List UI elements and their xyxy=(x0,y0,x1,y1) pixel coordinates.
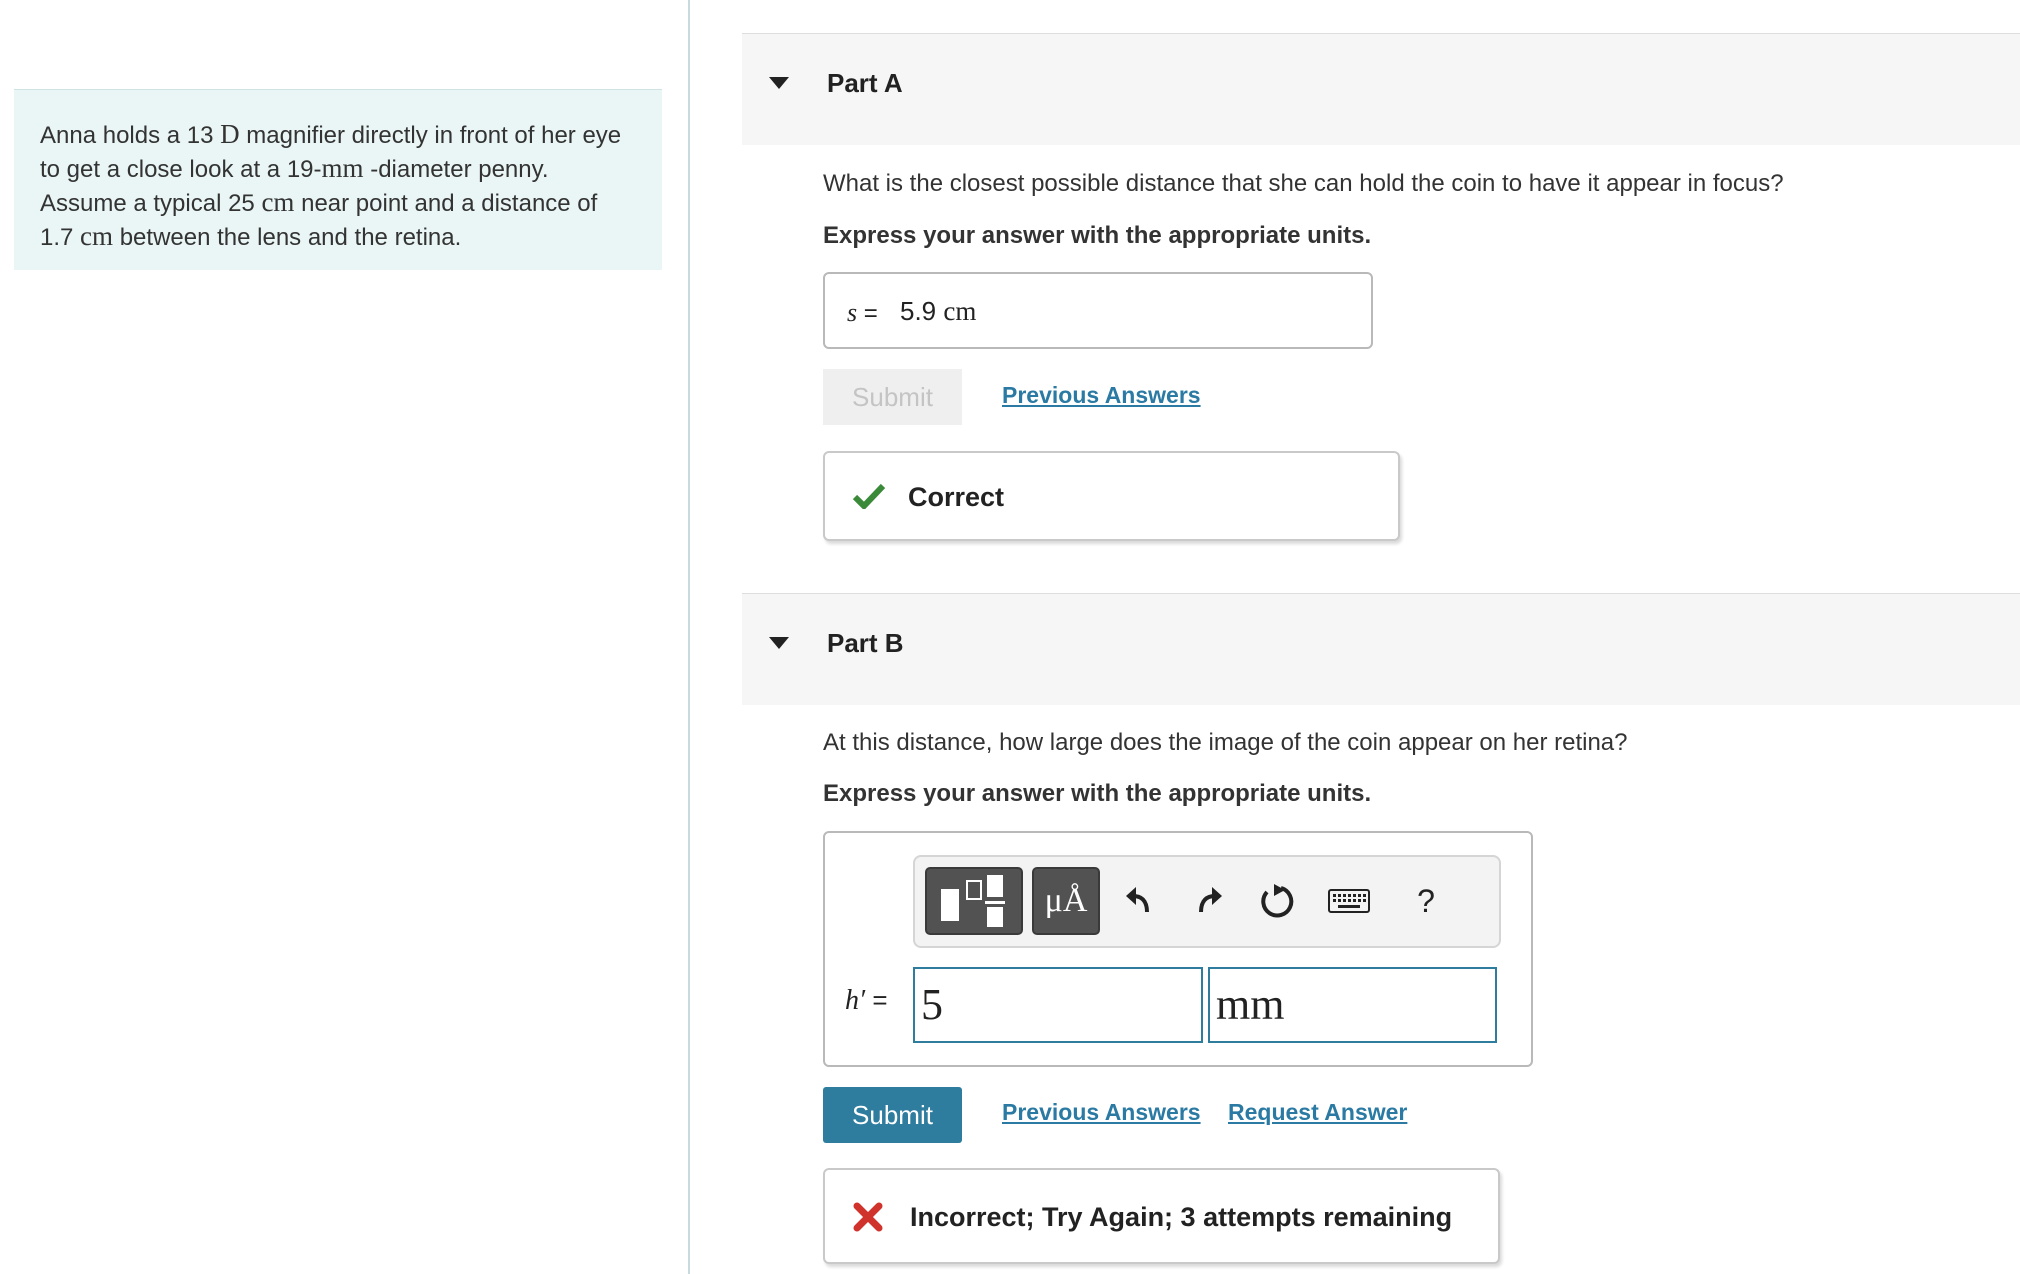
part-b-instruction: Express your answer with the appropriate units. xyxy=(823,780,1372,807)
unit-input[interactable]: mm xyxy=(1208,967,1497,1043)
part-a-answer-box xyxy=(823,272,1373,349)
problem-text: Anna holds a 13 xyxy=(40,122,221,149)
column-divider xyxy=(688,0,690,1274)
part-b-submit-button[interactable]: Submit xyxy=(823,1087,962,1143)
part-b-question: At this distance, how large does the image of the coin appear on her retina? xyxy=(823,729,1628,756)
answer-variable: h′ = xyxy=(845,985,888,1016)
part-a-previous-answers-link[interactable]: Previous Answers xyxy=(1002,382,1201,408)
part-b-feedback xyxy=(823,1168,1500,1264)
unit-diopter: D xyxy=(220,119,240,149)
collapse-caret-icon[interactable] xyxy=(769,637,789,649)
problem-text: between the lens and the retina. xyxy=(113,224,462,251)
request-answer-link[interactable]: Request Answer xyxy=(1228,1099,1408,1125)
math-toolbar xyxy=(913,855,1501,948)
part-b-title: Part B xyxy=(827,628,904,658)
unit-cm: cm xyxy=(80,221,114,251)
problem-text: near point and a distance of 1.7 xyxy=(40,190,598,251)
part-b-answer-box xyxy=(823,831,1533,1067)
feedback-message: Incorrect; Try Again; 3 attempts remaining xyxy=(910,1202,1453,1232)
unit-mm: mm xyxy=(321,153,364,183)
part-a-feedback xyxy=(823,451,1400,541)
help-button[interactable]: ? xyxy=(1417,882,1435,919)
part-a-instruction: Express your answer with the appropriate units. xyxy=(823,222,1372,249)
x-mark-icon xyxy=(853,1202,883,1237)
part-b-header[interactable] xyxy=(742,593,2020,705)
problem-text: magnifier directly in front of her eye to get a close look at a 19- xyxy=(40,122,622,183)
problem-text: -diameter penny. Assume a typical 25 xyxy=(40,156,549,217)
answer-variable: s = xyxy=(847,298,878,327)
reset-icon[interactable] xyxy=(1251,871,1301,931)
answer-value: 5.9 cm xyxy=(900,296,977,326)
problem-statement xyxy=(14,89,662,270)
units-button[interactable]: μÅ xyxy=(1032,867,1100,935)
feedback-message: Correct xyxy=(908,482,1005,512)
part-a-title: Part A xyxy=(827,68,903,98)
part-b-previous-answers-link[interactable]: Previous Answers xyxy=(1002,1099,1201,1125)
fraction-template-icon[interactable] xyxy=(925,867,1023,935)
checkmark-icon xyxy=(853,483,885,514)
unit-cm: cm xyxy=(261,187,295,217)
value-input[interactable]: 5 xyxy=(913,967,1203,1043)
redo-icon[interactable] xyxy=(1183,871,1233,931)
part-a-question: What is the closest possible distance that she can hold the coin to have it appear in focus? xyxy=(823,170,1784,197)
collapse-caret-icon[interactable] xyxy=(769,77,789,89)
part-a-header[interactable] xyxy=(742,33,2020,145)
keyboard-icon[interactable] xyxy=(1319,871,1379,931)
part-a-submit-button: Submit xyxy=(823,369,962,425)
undo-icon[interactable] xyxy=(1115,871,1165,931)
